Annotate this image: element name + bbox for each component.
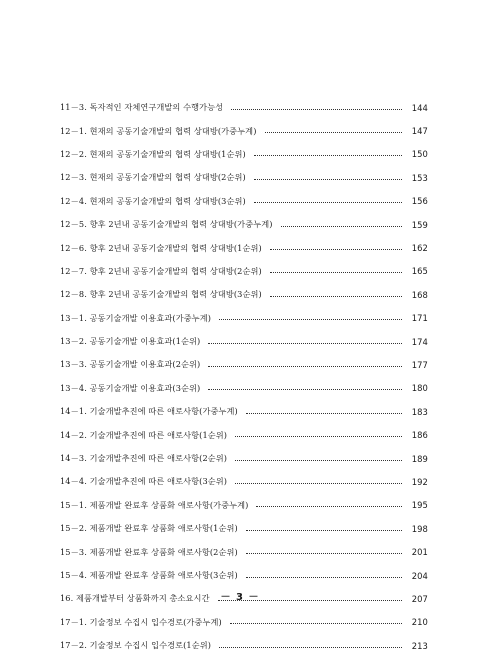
toc-entry-page-number: 150 (411, 149, 428, 160)
toc-entry-page-number: 168 (411, 289, 428, 300)
dot-leader (256, 505, 402, 507)
toc-entry-page-number: 153 (411, 172, 428, 183)
toc-entry-title: 12－7. 향후 2년내 공동기술개발의 협력 상대방(2순위) (60, 266, 266, 277)
toc-entry-page-number: 198 (411, 523, 428, 534)
toc-entry (60, 143, 428, 166)
toc-entry-page-number: 183 (411, 406, 428, 417)
toc-entry-title: 12－6. 향후 2년내 공동기술개발의 협력 상대방(1순위) (60, 243, 266, 254)
dot-leader (270, 295, 402, 297)
toc-entry-page-number: 162 (411, 243, 428, 254)
toc-entry-page-number: 192 (411, 476, 428, 487)
toc-entry (60, 564, 428, 587)
dot-leader (235, 435, 402, 437)
dot-leader (208, 365, 402, 367)
toc-entry-title: 12－4. 현재의 공동기술개발의 협력 상대방(3순위) (60, 196, 250, 207)
toc-entry-page-number: 180 (411, 383, 428, 394)
dot-leader (208, 388, 402, 390)
toc-entry (60, 494, 428, 517)
dot-leader (219, 646, 402, 648)
table-of-contents (60, 96, 428, 657)
toc-entry-title: 12－2. 현재의 공동기술개발의 협력 상대방(1순위) (60, 149, 250, 160)
toc-entry-title: 14－4. 기술개발추진에 따른 애로사항(3순위) (60, 476, 231, 487)
dot-leader (246, 552, 402, 554)
toc-entry-page-number: 174 (411, 336, 428, 347)
toc-entry-title: 12－8. 향후 2년내 공동기술개발의 협력 상대방(3순위) (60, 289, 266, 300)
dot-leader (235, 482, 402, 484)
toc-entry-page-number: 210 (411, 617, 428, 628)
toc-entry-page-number: 165 (411, 266, 428, 277)
toc-entry-title: 15－1. 제품개발 완료후 상품화 애로사항(가중누계) (60, 500, 252, 511)
dot-leader (246, 576, 402, 578)
toc-entry-page-number: 201 (411, 547, 428, 558)
dot-leader (246, 529, 402, 531)
toc-entry-page-number: 186 (411, 430, 428, 441)
toc-entry-page-number: 213 (411, 640, 428, 651)
toc-entry-title: 13－1. 공동기술개발 이용효과(가중누계) (60, 313, 215, 324)
dot-leader (270, 271, 402, 273)
toc-entry (60, 307, 428, 330)
toc-entry (60, 213, 428, 236)
toc-entry-page-number: 144 (411, 102, 428, 113)
toc-entry-title: 15－3. 제품개발 완료후 상품화 애로사항(2순위) (60, 547, 242, 558)
toc-entry (60, 540, 428, 563)
toc-entry-page-number: 147 (411, 126, 428, 137)
toc-entry-title: 13－2. 공동기술개발 이용효과(1순위) (60, 336, 204, 347)
dot-leader (231, 108, 402, 110)
toc-entry-title: 13－4. 공동기술개발 이용효과(3순위) (60, 383, 204, 394)
toc-entry (60, 330, 428, 353)
toc-entry (60, 353, 428, 376)
page-number: － 3 － (220, 592, 260, 603)
toc-entry (60, 260, 428, 283)
toc-entry-page-number: 159 (411, 219, 428, 230)
toc-entry-title: 14－2. 기술개발추진에 따른 애로사항(1순위) (60, 430, 231, 441)
toc-entry (60, 470, 428, 493)
toc-entry (60, 517, 428, 540)
dot-leader (235, 459, 402, 461)
dot-leader (270, 248, 402, 250)
toc-entry-page-number: 177 (411, 359, 428, 370)
dot-leader (208, 342, 402, 344)
toc-entry (60, 611, 428, 634)
toc-entry (60, 283, 428, 306)
toc-entry (60, 423, 428, 446)
toc-entry-page-number: 207 (411, 593, 428, 604)
toc-entry-title: 17－1. 기술정보 수집시 입수경로(가중누계) (60, 617, 226, 628)
toc-entry (60, 190, 428, 213)
toc-entry-page-number: 195 (411, 500, 428, 511)
dot-leader (254, 201, 402, 203)
dot-leader (265, 131, 403, 133)
toc-entry-page-number: 156 (411, 196, 428, 207)
toc-entry-title: 12－5. 향후 2년내 공동기술개발의 협력 상대방(가중누계) (60, 219, 277, 230)
toc-entry-title: 16. 제품개발부터 상품화까지 총소요시간 (60, 593, 214, 604)
dot-leader (281, 225, 402, 227)
toc-entry-title: 15－4. 제품개발 완료후 상품화 애로사항(3순위) (60, 570, 242, 581)
toc-entry-title: 12－3. 현재의 공동기술개발의 협력 상대방(2순위) (60, 172, 250, 183)
toc-entry (60, 96, 428, 119)
toc-entry (60, 377, 428, 400)
toc-entry (60, 236, 428, 259)
toc-entry (60, 166, 428, 189)
toc-entry-title: 17－2. 기술정보 수집시 입수경로(1순위) (60, 640, 215, 651)
toc-entry-title: 14－3. 기술개발추진에 따른 애로사항(2순위) (60, 453, 231, 464)
dot-leader (254, 154, 402, 156)
toc-entry-title: 14－1. 기술개발추진에 따른 애로사항(가중누계) (60, 406, 242, 417)
dot-leader (219, 318, 402, 320)
toc-entry-title: 11－3. 독자적인 자체연구개발의 수행가능성 (60, 102, 227, 113)
dot-leader (230, 622, 402, 624)
toc-entry-title: 15－2. 제품개발 완료후 상품화 애로사항(1순위) (60, 523, 242, 534)
toc-entry (60, 634, 428, 657)
toc-entry-page-number: 189 (411, 453, 428, 464)
toc-entry-page-number: 171 (411, 313, 428, 324)
dot-leader (246, 412, 402, 414)
toc-entry (60, 400, 428, 423)
dot-leader (254, 178, 402, 180)
toc-entry-title: 12－1. 현재의 공동기술개발의 협력 상대방(가중누계) (60, 126, 261, 137)
toc-entry-page-number: 204 (411, 570, 428, 581)
toc-entry (60, 119, 428, 142)
toc-entry-title: 13－3. 공동기술개발 이용효과(2순위) (60, 359, 204, 370)
toc-entry (60, 447, 428, 470)
